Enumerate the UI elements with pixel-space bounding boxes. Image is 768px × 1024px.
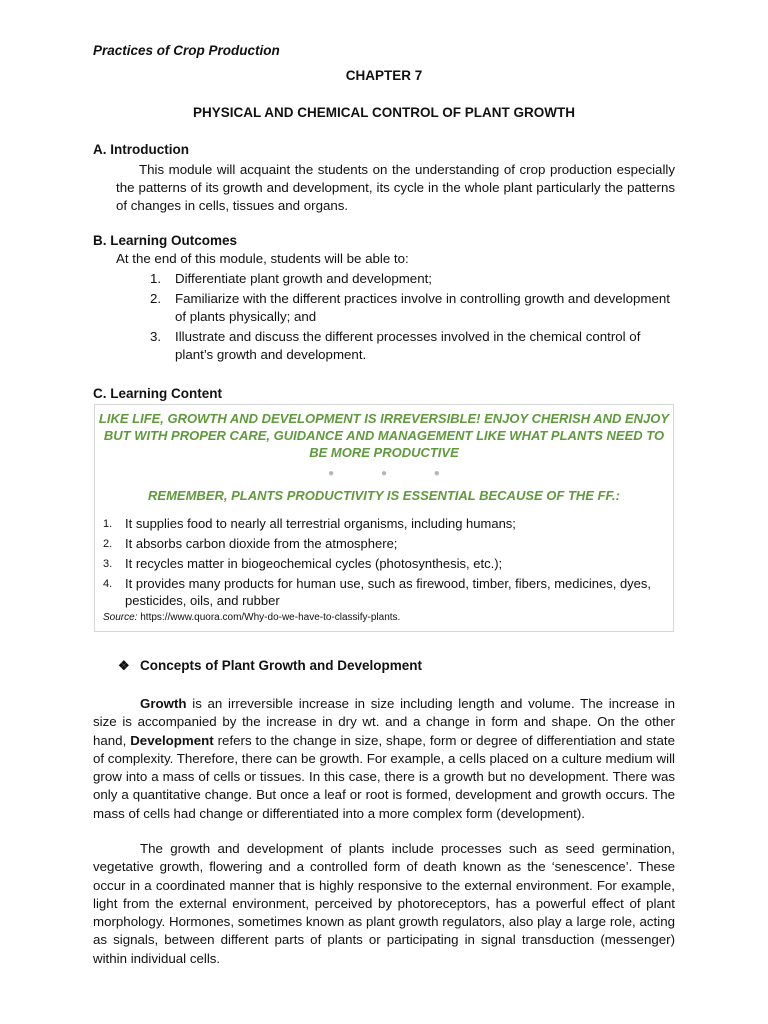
list-item xyxy=(103,555,658,572)
content-heading: C. Learning Content xyxy=(93,386,222,401)
list-text: It provides many products for human use, such as firewood, timber, fibers, medicines, dyes, pesticides, oils, and rubber xyxy=(125,576,652,608)
growth-text-1: is an irreversible increase in size including length and volume. The increase in size is accompanied by the increase in dry wt. and a change in form and shape. On the other hand, xyxy=(93,696,675,748)
chapter-label: CHAPTER 7 xyxy=(345,68,423,83)
list-item xyxy=(150,328,675,364)
growth-text-2: refers to the change in size, shape, form or degree of differentiation and state of complexity. Therefore, there can be growth. For example, a cells placed on a culture medium will grow into a mass of cells or tissues. In this case, there is a growth but no development. There was only a quantitative change. But once a leaf or root is formed, development and growth occurs. The mass of cells had change or differentiated into a more complex form (development). xyxy=(93,732,675,821)
list-item xyxy=(103,515,658,532)
intro-heading: A. Introduction xyxy=(93,142,189,157)
outcomes-lead: At the end of this module, students will be able to: xyxy=(116,251,409,266)
list-number: 3. xyxy=(103,558,113,570)
source-url: https://www.quora.com/Why-do-we-have-to-classify-plants. xyxy=(137,612,401,623)
list-item xyxy=(150,270,675,288)
development-term: Development xyxy=(130,732,214,748)
list-number: 2. xyxy=(150,291,162,306)
box-remember: REMEMBER, PLANTS PRODUCTIVITY IS ESSENTIAL BECAUSE OF THE FF.: xyxy=(148,488,620,503)
chapter-title: PHYSICAL AND CHEMICAL CONTROL OF PLANT GROWTH xyxy=(193,105,575,120)
intro-paragraph xyxy=(116,161,675,215)
list-item xyxy=(150,290,675,326)
highlight-box xyxy=(94,404,674,632)
list-text: It supplies food to nearly all terrestrial organisms, including humans; xyxy=(125,516,516,531)
list-item xyxy=(103,575,658,609)
diamond-bullet-icon: ❖ xyxy=(118,658,130,673)
concepts-heading xyxy=(118,658,422,674)
list-number: 1. xyxy=(150,271,162,286)
list-text: It absorbs carbon dioxide from the atmosphere; xyxy=(125,536,398,551)
source-citation xyxy=(103,612,400,623)
list-item xyxy=(103,535,658,552)
concepts-title: Concepts of Plant Growth and Development xyxy=(140,658,423,673)
outcomes-list xyxy=(150,270,675,366)
list-number: 4. xyxy=(103,578,113,590)
list-text: Familiarize with the different practices involve in controlling growth and development of plants physically; and xyxy=(175,291,670,324)
growth-paragraph xyxy=(93,695,675,823)
list-text: Differentiate plant growth and development; xyxy=(175,271,432,286)
running-header: Practices of Crop Production xyxy=(93,43,280,58)
divider-dots: ● ● ● xyxy=(328,468,462,479)
list-number: 3. xyxy=(150,329,162,344)
productivity-list xyxy=(103,515,658,612)
source-label: Source: xyxy=(103,612,138,623)
processes-paragraph: The growth and development of plants include processes such as seed germination, vegetative growth, flowering and a controlled form of death known as the ‘senescence’. These occur in a coordinated manner that is highly responsive to the external environment. For example, light from the external environment, perceived by photoreceptors, has a powerful effect of plant morphology. Hormones, sometimes known as plant growth regulators, also play a large role, acting as signals, between different parts of plants or participating in signal transduction (messenger) within individual cells. xyxy=(93,841,675,966)
list-number: 2. xyxy=(103,538,113,550)
list-text: It recycles matter in biogeochemical cycles (photosynthesis, etc.); xyxy=(125,556,503,571)
list-text: Illustrate and discuss the different processes involved in the chemical control of plant’s growth and development. xyxy=(175,329,641,362)
list-number: 1. xyxy=(103,518,113,530)
growth-term: Growth xyxy=(140,696,187,711)
outcomes-heading: B. Learning Outcomes xyxy=(93,233,238,248)
box-quote: LIKE LIFE, GROWTH AND DEVELOPMENT IS IRREVERSIBLE! ENJOY CHERISH AND ENJOY BUT WITH PROPER CARE, GUIDANCE AND MANAGEMENT LIKE WHAT PLANTS NEED TO BE MORE PRODUCTIVE xyxy=(98,411,670,460)
intro-text: This module will acquaint the students on the understanding of crop production especially the patterns of its growth and development, its cycle in the whole plant particularly the patterns of changes in cells, tissues and organs. xyxy=(116,162,675,213)
